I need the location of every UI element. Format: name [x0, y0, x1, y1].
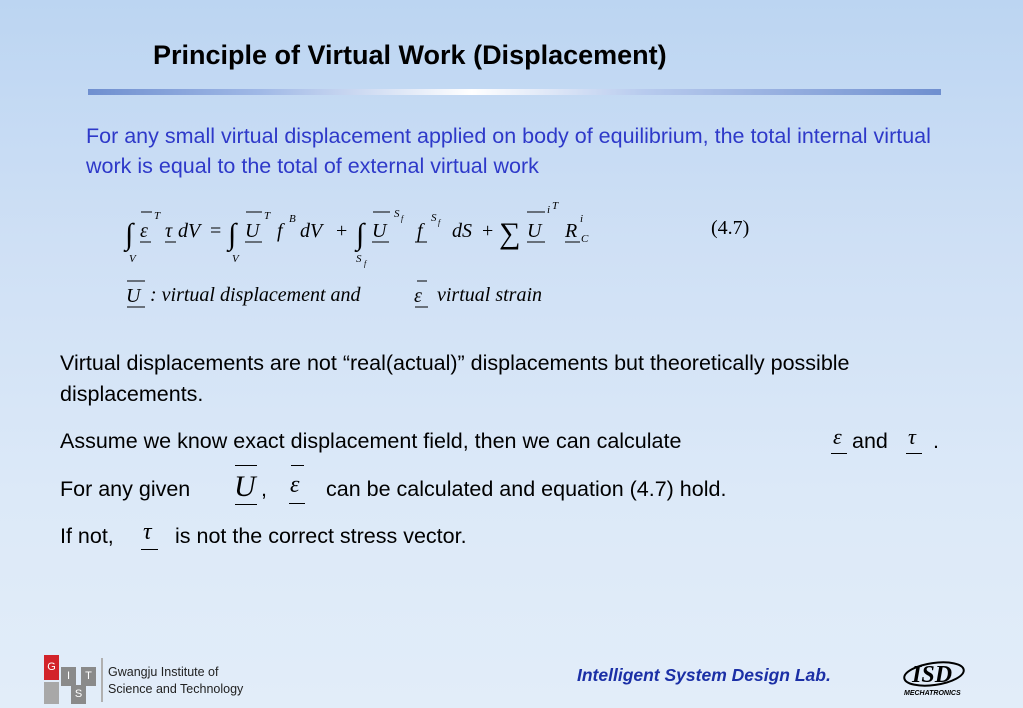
svg-text:U: U [527, 220, 542, 242]
svg-text:+: + [336, 220, 348, 242]
for-any-given-text: For any given [60, 477, 191, 501]
svg-text:S: S [431, 212, 437, 224]
svg-text:=: = [210, 220, 222, 242]
svg-text:∑: ∑ [499, 217, 521, 250]
svg-text:i: i [580, 213, 584, 225]
svg-text:T: T [552, 200, 559, 212]
can-be-calculated-text: can be calculated and equation (4.7) hold. [326, 477, 727, 501]
gist-letter-g: G [44, 655, 59, 680]
svg-text:T: T [154, 210, 161, 222]
gist-letter-i: I [61, 667, 76, 686]
institute-name [108, 664, 243, 698]
svg-text:f: f [401, 214, 404, 223]
tau-underline [906, 453, 922, 454]
gist-divider [101, 658, 103, 702]
epsilon-inline: ε [833, 424, 842, 449]
period-text: . [933, 429, 939, 453]
isd-logo [898, 656, 970, 698]
institute-line-1: Gwangju Institute of [108, 665, 219, 679]
paragraph-virtual-displacements: Virtual displacements are not “real(actual)” displacements but theoretically possible displacements. [60, 351, 850, 406]
svg-text:∫: ∫ [356, 218, 365, 251]
svg-text:S: S [394, 208, 400, 220]
svg-text:f: f [438, 218, 441, 227]
gist-letter-s: S [71, 685, 86, 704]
and-text: and [852, 429, 888, 453]
svg-text:B: B [289, 213, 296, 225]
gist-block [44, 682, 59, 704]
isd-logo-text: ISD [912, 662, 953, 688]
svg-text:f: f [417, 220, 423, 242]
svg-text:V: V [232, 253, 239, 265]
institute-line-2: Science and Technology [108, 682, 244, 696]
svg-text:R: R [565, 220, 578, 242]
svg-text:S: S [356, 253, 362, 265]
svg-text:dV: dV [178, 220, 201, 242]
tau-inline-2: τ [143, 519, 152, 545]
tau-underline-2 [141, 549, 158, 550]
lab-name: Intelligent System Design Lab. [577, 665, 831, 685]
svg-text:C: C [581, 233, 589, 245]
principle-statement: For any small virtual displacement applied on body of equilibrium, the total internal virtual work is equal to the total of external virtual work [86, 124, 931, 178]
gist-letter-t: T [81, 667, 96, 686]
U-symbol: U [126, 285, 141, 307]
epsilon-inline-2: ε [290, 472, 300, 498]
svg-text:f: f [277, 220, 283, 242]
svg-text:∫: ∫ [125, 218, 134, 251]
not-correct-text: is not the correct stress vector. [175, 524, 467, 548]
slide-title: Principle of Virtual Work (Displacement) [153, 40, 667, 70]
U-inline: U [234, 470, 256, 503]
epsilon-overline [291, 465, 304, 466]
epsilon-underline-2 [289, 503, 305, 504]
svg-text:+: + [482, 220, 494, 242]
U-underline [235, 504, 257, 505]
U-overline [235, 465, 257, 466]
isd-logo-sub: MECHATRONICS [904, 690, 961, 697]
svg-text:∫: ∫ [228, 218, 237, 251]
definition-text: : virtual displacement and [150, 284, 361, 306]
epsilon-underline [831, 453, 847, 454]
svg-text:ε: ε [140, 220, 148, 242]
svg-text:f: f [364, 259, 367, 268]
definition-symbols [0, 0, 1023, 320]
tau-inline: τ [908, 424, 916, 449]
equation-number: (4.7) [711, 217, 750, 239]
svg-text:i: i [547, 204, 551, 216]
svg-text:dS: dS [452, 220, 472, 242]
svg-text:V: V [129, 253, 136, 265]
svg-text:τ: τ [165, 220, 173, 242]
svg-text:U: U [372, 220, 387, 242]
svg-text:T: T [264, 210, 271, 222]
svg-text:dV: dV [300, 220, 323, 242]
epsilon-symbol: ε [414, 285, 422, 307]
svg-text:U: U [245, 220, 260, 242]
comma-text: , [261, 477, 267, 501]
if-not-text: If not, [60, 524, 114, 548]
definition-tail: virtual strain [437, 284, 543, 306]
assume-text: Assume we know exact displacement field, then we can calculate [60, 429, 682, 453]
